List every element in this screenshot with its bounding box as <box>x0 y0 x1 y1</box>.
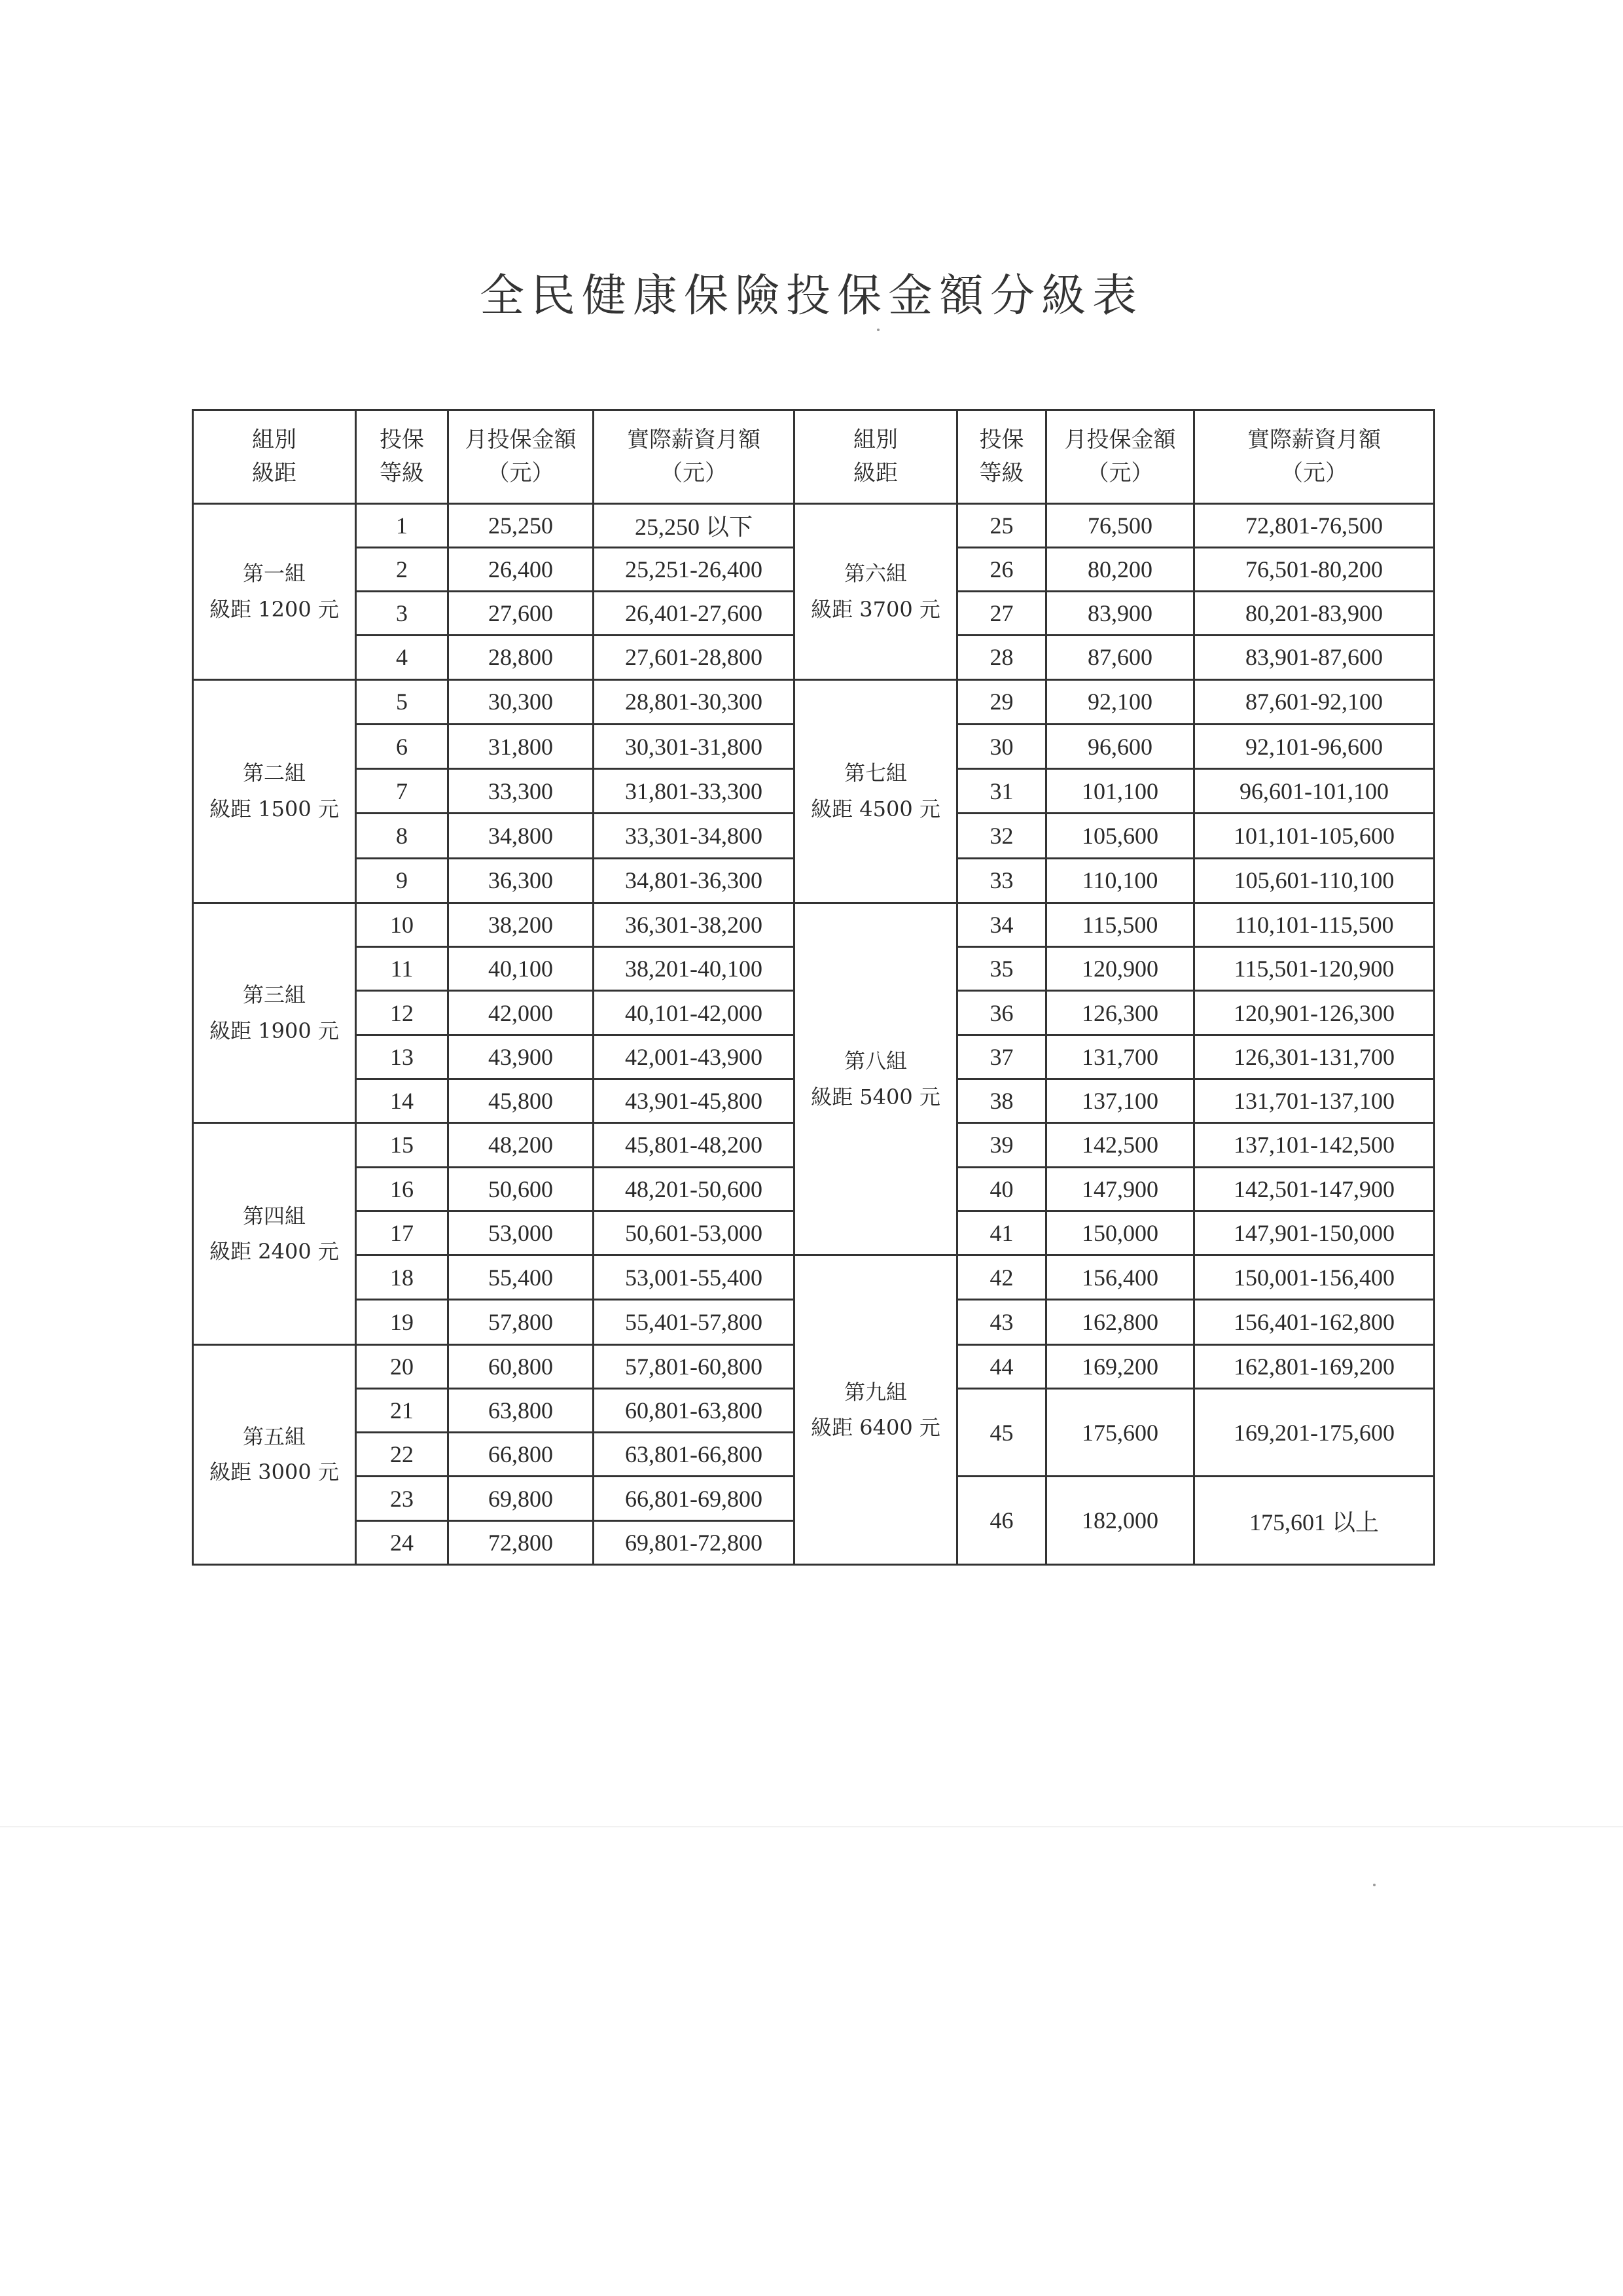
salary-range-cell: 36,301-38,200 <box>594 903 794 946</box>
grade-cell: 35 <box>957 947 1046 991</box>
grade-cell: 34 <box>957 903 1046 946</box>
insured-amount-cell: 115,500 <box>1046 903 1194 946</box>
group-cell-4: 第四組 級距 2400 元 <box>193 1123 356 1344</box>
group-cell-5: 第五組 級距 3000 元 <box>193 1344 356 1564</box>
insurance-grade-table <box>192 409 1435 1566</box>
insured-amount-cell: 45,800 <box>448 1079 594 1123</box>
header-group: 組別 級距 <box>794 410 957 504</box>
salary-range-cell: 60,801-63,800 <box>594 1388 794 1432</box>
group-cell-3: 第三組 級距 1900 元 <box>193 903 356 1122</box>
salary-range-cell: 96,601-101,100 <box>1194 769 1435 814</box>
salary-range-cell: 147,901-150,000 <box>1194 1211 1435 1255</box>
grade-cell: 5 <box>356 679 448 724</box>
group-cell-8: 第八組 級距 5400 元 <box>794 903 957 1255</box>
grade-cell: 30 <box>957 724 1046 768</box>
table-row <box>193 903 1435 946</box>
salary-range-cell: 38,201-40,100 <box>594 947 794 991</box>
grade-cell: 37 <box>957 1035 1046 1079</box>
salary-range-cell: 137,101-142,500 <box>1194 1123 1435 1167</box>
insured-amount-cell: 120,900 <box>1046 947 1194 991</box>
insured-amount-cell: 27,600 <box>448 592 594 636</box>
table-header-row <box>193 410 1435 504</box>
grade-cell: 10 <box>356 903 448 946</box>
salary-range-cell: 142,501-147,900 <box>1194 1167 1435 1211</box>
insured-amount-cell: 182,000 <box>1046 1477 1194 1565</box>
grade-cell: 32 <box>957 814 1046 858</box>
insured-amount-cell: 55,400 <box>448 1255 594 1300</box>
salary-range-cell: 25,250 以下 <box>594 503 794 547</box>
grade-cell: 29 <box>957 679 1046 724</box>
salary-range-cell: 92,101-96,600 <box>1194 724 1435 768</box>
insured-amount-cell: 137,100 <box>1046 1079 1194 1123</box>
grade-cell: 2 <box>356 547 448 591</box>
insured-amount-cell: 43,900 <box>448 1035 594 1079</box>
insured-amount-cell: 156,400 <box>1046 1255 1194 1300</box>
salary-range-cell: 87,601-92,100 <box>1194 679 1435 724</box>
grade-cell: 42 <box>957 1255 1046 1300</box>
insured-amount-cell: 175,600 <box>1046 1388 1194 1477</box>
insured-amount-cell: 105,600 <box>1046 814 1194 858</box>
grade-cell: 24 <box>356 1520 448 1564</box>
insured-amount-cell: 57,800 <box>448 1300 594 1344</box>
group-cell-6: 第六組 級距 3700 元 <box>794 503 957 679</box>
insured-amount-cell: 26,400 <box>448 547 594 591</box>
grade-cell: 31 <box>957 769 1046 814</box>
insured-amount-cell: 96,600 <box>1046 724 1194 768</box>
grade-cell: 1 <box>356 503 448 547</box>
table-row <box>193 1255 1435 1300</box>
salary-range-cell: 55,401-57,800 <box>594 1300 794 1344</box>
salary-range-cell: 162,801-169,200 <box>1194 1344 1435 1388</box>
salary-range-cell: 66,801-69,800 <box>594 1477 794 1520</box>
salary-range-cell: 126,301-131,700 <box>1194 1035 1435 1079</box>
grade-cell: 18 <box>356 1255 448 1300</box>
grade-cell: 28 <box>957 636 1046 679</box>
grade-cell: 6 <box>356 724 448 768</box>
header-grade: 投保 等級 <box>356 410 448 504</box>
page-title: 全民健康保險投保金額分級表 <box>479 270 1143 322</box>
salary-range-cell: 40,101-42,000 <box>594 991 794 1035</box>
insured-amount-cell: 25,250 <box>448 503 594 547</box>
salary-range-cell: 57,801-60,800 <box>594 1344 794 1388</box>
insured-amount-cell: 60,800 <box>448 1344 594 1388</box>
scan-speck <box>877 329 880 331</box>
insured-amount-cell: 38,200 <box>448 903 594 946</box>
insured-amount-cell: 50,600 <box>448 1167 594 1211</box>
insured-amount-cell: 53,000 <box>448 1211 594 1255</box>
salary-range-cell: 101,101-105,600 <box>1194 814 1435 858</box>
grade-cell: 39 <box>957 1123 1046 1167</box>
salary-range-cell: 28,801-30,300 <box>594 679 794 724</box>
grade-cell: 16 <box>356 1167 448 1211</box>
insured-amount-cell: 142,500 <box>1046 1123 1194 1167</box>
insured-amount-cell: 63,800 <box>448 1388 594 1432</box>
grade-cell: 33 <box>957 858 1046 903</box>
insured-amount-cell: 87,600 <box>1046 636 1194 679</box>
salary-range-cell: 115,501-120,900 <box>1194 947 1435 991</box>
insured-amount-cell: 33,300 <box>448 769 594 814</box>
insured-amount-cell: 169,200 <box>1046 1344 1194 1388</box>
header-grade: 投保 等級 <box>957 410 1046 504</box>
grade-cell: 21 <box>356 1388 448 1432</box>
insured-amount-cell: 147,900 <box>1046 1167 1194 1211</box>
table-row <box>193 503 1435 547</box>
insured-amount-cell: 28,800 <box>448 636 594 679</box>
salary-range-cell: 50,601-53,000 <box>594 1211 794 1255</box>
insured-amount-cell: 66,800 <box>448 1433 594 1477</box>
salary-range-cell: 43,901-45,800 <box>594 1079 794 1123</box>
grade-cell: 25 <box>957 503 1046 547</box>
group-cell-7: 第七組 級距 4500 元 <box>794 679 957 903</box>
grade-cell: 7 <box>356 769 448 814</box>
grade-cell: 15 <box>356 1123 448 1167</box>
salary-range-cell: 120,901-126,300 <box>1194 991 1435 1035</box>
salary-range-cell: 156,401-162,800 <box>1194 1300 1435 1344</box>
salary-range-cell: 150,001-156,400 <box>1194 1255 1435 1300</box>
insured-amount-cell: 40,100 <box>448 947 594 991</box>
grade-cell: 9 <box>356 858 448 903</box>
insured-amount-cell: 101,100 <box>1046 769 1194 814</box>
insured-amount-cell: 36,300 <box>448 858 594 903</box>
salary-range-cell: 105,601-110,100 <box>1194 858 1435 903</box>
insured-amount-cell: 80,200 <box>1046 547 1194 591</box>
salary-range-cell: 175,601 以上 <box>1194 1477 1435 1565</box>
header-group: 組別 級距 <box>193 410 356 504</box>
insured-amount-cell: 31,800 <box>448 724 594 768</box>
salary-range-cell: 25,251-26,400 <box>594 547 794 591</box>
insured-amount-cell: 30,300 <box>448 679 594 724</box>
grade-cell: 41 <box>957 1211 1046 1255</box>
grade-cell: 40 <box>957 1167 1046 1211</box>
scan-edge-line <box>0 1826 1623 1827</box>
salary-range-cell: 26,401-27,600 <box>594 592 794 636</box>
insured-amount-cell: 131,700 <box>1046 1035 1194 1079</box>
salary-range-cell: 76,501-80,200 <box>1194 547 1435 591</box>
grade-cell: 4 <box>356 636 448 679</box>
grade-cell: 20 <box>356 1344 448 1388</box>
salary-range-cell: 45,801-48,200 <box>594 1123 794 1167</box>
grade-cell: 36 <box>957 991 1046 1035</box>
insured-amount-cell: 69,800 <box>448 1477 594 1520</box>
grade-cell: 44 <box>957 1344 1046 1388</box>
grade-cell: 43 <box>957 1300 1046 1344</box>
salary-range-cell: 30,301-31,800 <box>594 724 794 768</box>
table-row <box>193 679 1435 724</box>
salary-range-cell: 48,201-50,600 <box>594 1167 794 1211</box>
insured-amount-cell: 72,800 <box>448 1520 594 1564</box>
salary-range-cell: 110,101-115,500 <box>1194 903 1435 946</box>
insured-amount-cell: 83,900 <box>1046 592 1194 636</box>
grade-cell: 17 <box>356 1211 448 1255</box>
grade-cell: 13 <box>356 1035 448 1079</box>
grade-cell: 46 <box>957 1477 1046 1565</box>
grade-cell: 19 <box>356 1300 448 1344</box>
salary-range-cell: 31,801-33,300 <box>594 769 794 814</box>
insured-amount-cell: 126,300 <box>1046 991 1194 1035</box>
salary-range-cell: 34,801-36,300 <box>594 858 794 903</box>
header-salary-range: 實際薪資月額 （元） <box>594 410 794 504</box>
salary-range-cell: 63,801-66,800 <box>594 1433 794 1477</box>
grade-cell: 38 <box>957 1079 1046 1123</box>
grade-cell: 23 <box>356 1477 448 1520</box>
grade-cell: 14 <box>356 1079 448 1123</box>
group-cell-2: 第二組 級距 1500 元 <box>193 679 356 903</box>
salary-range-cell: 83,901-87,600 <box>1194 636 1435 679</box>
insured-amount-cell: 92,100 <box>1046 679 1194 724</box>
group-cell-9: 第九組 級距 6400 元 <box>794 1255 957 1565</box>
salary-range-cell: 27,601-28,800 <box>594 636 794 679</box>
header-insured-amount: 月投保金額 （元） <box>1046 410 1194 504</box>
insured-amount-cell: 42,000 <box>448 991 594 1035</box>
insured-amount-cell: 48,200 <box>448 1123 594 1167</box>
group-cell-1: 第一組 級距 1200 元 <box>193 503 356 679</box>
grade-cell: 22 <box>356 1433 448 1477</box>
insured-amount-cell: 110,100 <box>1046 858 1194 903</box>
header-insured-amount: 月投保金額 （元） <box>448 410 594 504</box>
salary-range-cell: 33,301-34,800 <box>594 814 794 858</box>
salary-range-cell: 169,201-175,600 <box>1194 1388 1435 1477</box>
grade-cell: 26 <box>957 547 1046 591</box>
grade-cell: 8 <box>356 814 448 858</box>
grade-cell: 27 <box>957 592 1046 636</box>
insured-amount-cell: 34,800 <box>448 814 594 858</box>
grade-cell: 11 <box>356 947 448 991</box>
salary-range-cell: 72,801-76,500 <box>1194 503 1435 547</box>
insured-amount-cell: 162,800 <box>1046 1300 1194 1344</box>
insured-amount-cell: 76,500 <box>1046 503 1194 547</box>
salary-range-cell: 131,701-137,100 <box>1194 1079 1435 1123</box>
salary-range-cell: 80,201-83,900 <box>1194 592 1435 636</box>
grade-cell: 3 <box>356 592 448 636</box>
insured-amount-cell: 150,000 <box>1046 1211 1194 1255</box>
salary-range-cell: 42,001-43,900 <box>594 1035 794 1079</box>
grade-cell: 45 <box>957 1388 1046 1477</box>
scan-speck <box>1373 1884 1376 1886</box>
salary-range-cell: 69,801-72,800 <box>594 1520 794 1564</box>
grade-cell: 12 <box>356 991 448 1035</box>
salary-range-cell: 53,001-55,400 <box>594 1255 794 1300</box>
header-salary-range: 實際薪資月額 （元） <box>1194 410 1435 504</box>
